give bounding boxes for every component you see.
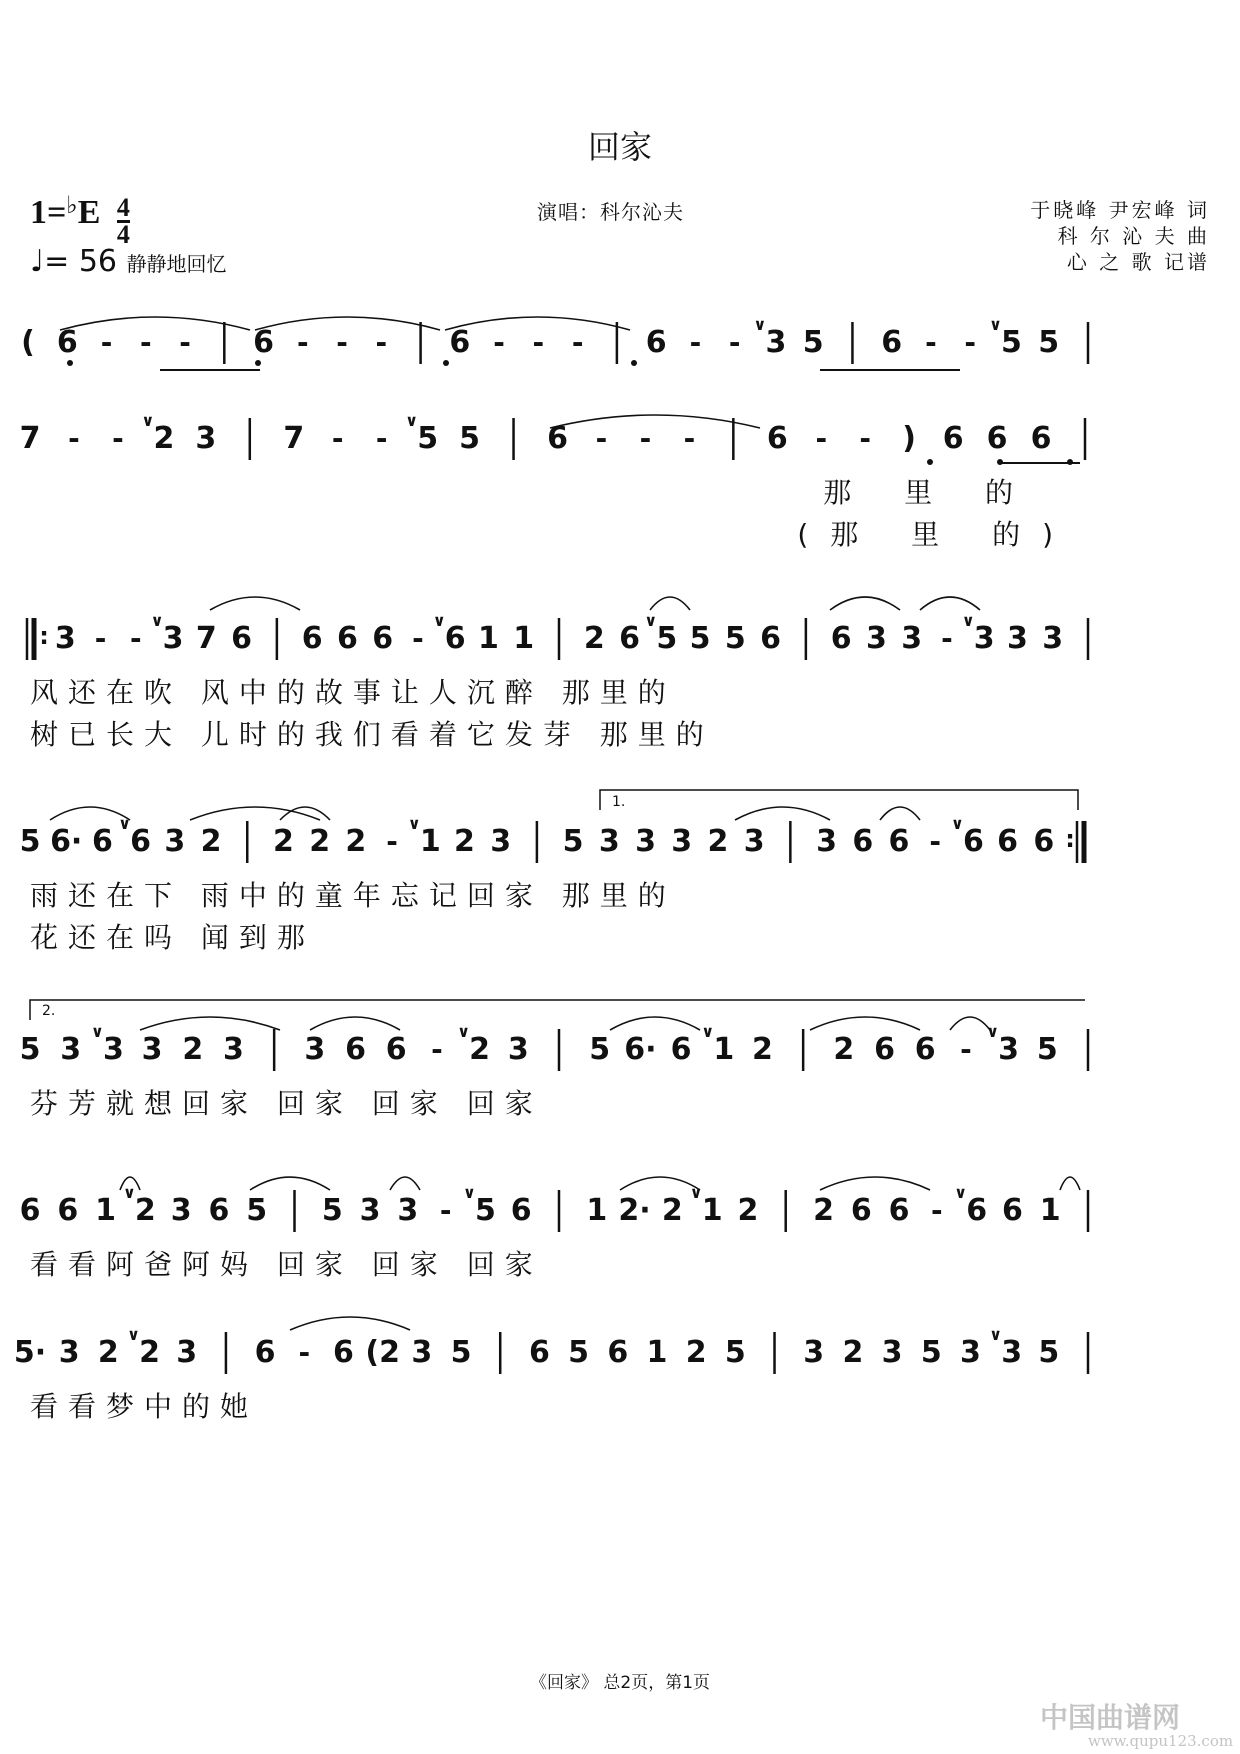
note: 6 — [333, 1335, 354, 1370]
octave-dot — [67, 360, 73, 366]
dash-hold: - — [493, 326, 505, 359]
slur — [950, 1017, 990, 1030]
octave-dot — [997, 459, 1003, 465]
note: 6 — [850, 1193, 872, 1228]
note: 6 — [619, 621, 640, 656]
dash-hold: - — [68, 422, 80, 455]
note: 6· — [624, 1032, 657, 1067]
dash-hold: - — [925, 326, 937, 359]
dash-hold: - — [931, 1194, 943, 1227]
note: ( — [21, 325, 35, 360]
note: 5 — [802, 325, 824, 360]
note: 1 — [419, 824, 441, 859]
note: ) — [902, 421, 917, 456]
note: 3 — [901, 621, 923, 656]
dash-hold: - — [331, 422, 344, 455]
note: 2· — [618, 1193, 651, 1228]
slur — [735, 807, 830, 820]
volta-label-1: 1. — [612, 794, 626, 810]
note: 6 — [888, 824, 910, 859]
note: 6 — [56, 325, 78, 360]
note: 6· — [50, 824, 83, 859]
lyric-line-2: 花还在吗 闻到那 — [30, 921, 315, 954]
dash-hold: - — [689, 326, 702, 359]
dash-hold: - — [298, 1336, 311, 1369]
note: 2 — [752, 1032, 773, 1067]
note: 5 — [450, 1335, 472, 1370]
slur — [880, 807, 920, 820]
volta-bracket-1 — [600, 790, 1078, 810]
note: 6 — [962, 824, 984, 859]
slur — [920, 597, 980, 610]
octave-dot — [1067, 459, 1073, 465]
note: 5 — [724, 621, 746, 656]
note: 3 — [304, 1032, 326, 1067]
breath-mark: ∨ — [127, 1325, 141, 1344]
breath-mark: ∨ — [90, 1022, 104, 1041]
note: 3 — [507, 1032, 529, 1067]
slur — [620, 1177, 700, 1190]
watermark-logo — [1040, 1696, 1233, 1750]
note: 3 — [743, 824, 765, 859]
note: 2 — [813, 1193, 834, 1228]
dash-hold: - — [179, 326, 191, 359]
note: 5 — [724, 1335, 746, 1370]
slur — [550, 415, 760, 428]
repeat-dots: : — [39, 622, 49, 650]
note: 6 — [1001, 1193, 1023, 1228]
note: 5 — [1038, 325, 1060, 360]
octave-dot — [255, 360, 261, 366]
note: 2 — [454, 824, 475, 859]
breath-mark: ∨ — [462, 1183, 476, 1202]
breath-mark: ∨ — [150, 611, 164, 630]
breath-mark: ∨ — [701, 1022, 715, 1041]
note: 6 — [444, 621, 466, 656]
note: 6 — [372, 621, 394, 656]
note: 7 — [195, 621, 217, 656]
dash-hold: - — [571, 326, 584, 359]
note: 3 — [54, 621, 76, 656]
note: 6 — [510, 1193, 532, 1228]
note: 1 — [646, 1335, 668, 1370]
dash-hold: - — [94, 622, 107, 655]
note: 6 — [345, 1032, 366, 1067]
lyric-line-1: 芬芳就想回家 回家 回家 回家 — [30, 1087, 543, 1120]
slur — [390, 1177, 420, 1190]
dash-hold: - — [595, 422, 608, 455]
slur — [280, 807, 330, 820]
slur — [140, 1017, 280, 1030]
time-bottom: 4 — [116, 220, 130, 249]
slur — [210, 597, 300, 610]
note: 6 — [336, 621, 358, 656]
dash-hold: - — [815, 422, 828, 455]
note: 3 — [359, 1193, 381, 1228]
note: 3 — [162, 621, 184, 656]
tempo-word: 静静地回忆 — [126, 252, 227, 276]
breath-mark: ∨ — [961, 611, 975, 630]
note: 3 — [223, 1032, 244, 1067]
octave-dot — [631, 360, 637, 366]
dash-hold: - — [728, 326, 741, 359]
dash-hold: - — [129, 622, 142, 655]
note: 3 — [635, 824, 656, 859]
slur — [830, 597, 900, 610]
breath-mark: ∨ — [141, 411, 155, 430]
note: 6 — [301, 621, 323, 656]
note: 6 — [19, 1193, 41, 1228]
volta-bracket-2 — [30, 1000, 1085, 1020]
note: 3 — [816, 824, 837, 859]
breath-mark: ∨ — [950, 814, 964, 833]
note: 6 — [888, 1193, 910, 1228]
note: 2 — [583, 621, 605, 656]
note: 1 — [586, 1193, 608, 1228]
note: 3 — [765, 325, 787, 360]
note: 5 — [417, 421, 439, 456]
note: 3 — [102, 1032, 124, 1067]
note: 6 — [254, 1335, 276, 1370]
key-letter: E — [77, 194, 101, 231]
lyric-line-1: 看看梦中的她 — [30, 1390, 259, 1423]
dash-hold: - — [375, 422, 388, 455]
note: 3 — [998, 1032, 1020, 1067]
slur — [650, 597, 690, 610]
dash-hold: - — [297, 326, 309, 359]
slur — [310, 1017, 400, 1030]
note: 1 — [713, 1032, 735, 1067]
breath-mark: ∨ — [954, 1183, 968, 1202]
octave-dot — [443, 360, 449, 366]
breath-mark: ∨ — [986, 1022, 1000, 1041]
note: 5 — [920, 1335, 942, 1370]
song-title: 回家 — [587, 128, 652, 166]
note: 6 — [766, 421, 788, 456]
note: 1 — [701, 1193, 723, 1228]
note: 5 — [689, 621, 711, 656]
watermark-brand: 中国曲谱网 — [1040, 1701, 1181, 1734]
note: 6 — [449, 325, 471, 360]
breath-mark: ∨ — [405, 411, 419, 430]
note: 6 — [874, 1032, 895, 1067]
note: 2 — [153, 421, 175, 456]
note: 2 — [707, 824, 729, 859]
note: 6 — [385, 1032, 407, 1067]
note: 3 — [411, 1335, 433, 1370]
note: 6 — [966, 1193, 988, 1228]
note: 3 — [865, 621, 887, 656]
note: 5 — [568, 1335, 590, 1370]
note: 6 — [547, 421, 568, 456]
dash-hold: - — [683, 422, 696, 455]
breath-mark: ∨ — [122, 1183, 136, 1202]
slur — [1060, 1177, 1080, 1190]
note: 5 — [459, 421, 481, 456]
note: 2 — [469, 1032, 491, 1067]
note: 3 — [176, 1335, 198, 1370]
note: 3 — [598, 824, 620, 859]
note: 6 — [607, 1335, 629, 1370]
dash-hold: - — [439, 1194, 452, 1227]
dash-hold: - — [139, 326, 152, 359]
dash-hold: - — [964, 326, 977, 359]
note: 3 — [1042, 621, 1064, 656]
note: 5 — [474, 1193, 496, 1228]
dash-hold: - — [100, 326, 113, 359]
volta-label-2: 2. — [42, 1003, 56, 1019]
note: 6 — [914, 1032, 936, 1067]
note: 6 — [986, 421, 1008, 456]
slur — [60, 317, 250, 330]
note: 5 — [246, 1193, 268, 1228]
note: 3 — [960, 1335, 981, 1370]
note: 3 — [141, 1032, 163, 1067]
note: 6 — [830, 621, 852, 656]
note: 6 — [130, 824, 152, 859]
note: 2 — [139, 1335, 160, 1370]
note: 3 — [803, 1335, 825, 1370]
note: 3 — [881, 1335, 903, 1370]
note: 3 — [973, 621, 995, 656]
lyric-line-2: 树已长大 儿时的我们看着它发芽 那里的 — [30, 718, 714, 751]
note: 2 — [345, 824, 367, 859]
note: 2 — [273, 824, 294, 859]
key-prefix: 1= — [30, 194, 67, 231]
lyric-line-1: 看看阿爸阿妈 回家 回家 回家 — [30, 1248, 543, 1281]
octave-dot — [927, 459, 933, 465]
note: 6 — [1033, 824, 1055, 859]
note: 6 — [942, 421, 964, 456]
note: 6 — [852, 824, 874, 859]
dash-hold: - — [960, 1033, 972, 1066]
lyricist-credit: 于晓峰 尹宏峰 词 — [1030, 198, 1210, 222]
transcriber-credit: 心 之 歌 记谱 — [1066, 250, 1210, 274]
note: 3 — [1001, 1335, 1023, 1370]
note: 5 — [1038, 1335, 1060, 1370]
note: 3 — [164, 824, 186, 859]
slur — [250, 1177, 330, 1190]
tempo-value: = 56 — [44, 244, 118, 279]
slur — [290, 1317, 410, 1330]
dash-hold: - — [375, 326, 388, 359]
note: 5· — [13, 1335, 47, 1370]
quarter-note-icon: ♩ — [30, 244, 45, 279]
note: (2 — [365, 1335, 400, 1370]
note: 1 — [513, 621, 535, 656]
note: 3 — [1007, 621, 1028, 656]
dash-hold: - — [112, 422, 124, 455]
note: 2 — [737, 1193, 759, 1228]
lyric-line-1: 风还在吹 风中的故事让人沉醉 那里的 — [30, 676, 676, 709]
flat-sign: ♭ — [66, 193, 78, 219]
time-top: 4 — [116, 193, 130, 222]
note: 2 — [309, 824, 331, 859]
note: 6 — [645, 325, 667, 360]
note: 6 — [1030, 421, 1052, 456]
slur — [810, 1017, 920, 1030]
breath-mark: ∨ — [644, 611, 658, 630]
note: 5 — [562, 824, 584, 859]
note: 2 — [833, 1032, 855, 1067]
repeat-dots: : — [1065, 825, 1075, 853]
breath-mark: ∨ — [118, 814, 132, 833]
dash-hold: - — [431, 1033, 443, 1066]
note: 5 — [321, 1193, 343, 1228]
note: 7 — [283, 421, 305, 456]
singer-credit: 演唱：科尔沁夫 — [537, 200, 684, 224]
note: 3 — [58, 1335, 80, 1370]
note: 5 — [656, 621, 678, 656]
note: 2 — [842, 1335, 864, 1370]
note: 6 — [208, 1193, 230, 1228]
slur — [610, 1017, 700, 1030]
note: 7 — [19, 421, 41, 456]
note: 3 — [490, 824, 512, 859]
dash-hold: - — [929, 825, 941, 858]
note: 5 — [19, 824, 41, 859]
note: 6 — [997, 824, 1019, 859]
note: 5 — [19, 1032, 41, 1067]
note: 2 — [97, 1335, 119, 1370]
dash-hold: - — [639, 422, 652, 455]
slur — [820, 1177, 930, 1190]
note: 1 — [478, 621, 499, 656]
note: 6 — [528, 1335, 550, 1370]
lyric-line-2: (那 里 的) — [797, 518, 1075, 551]
dash-hold: - — [859, 422, 872, 455]
note: 6 — [57, 1193, 79, 1228]
breath-mark: ∨ — [457, 1022, 471, 1041]
note: 6 — [881, 325, 903, 360]
breath-mark: ∨ — [407, 814, 421, 833]
note: 3 — [195, 421, 217, 456]
lyric-line-1: 雨还在下 雨中的童年忘记回家 那里的 — [30, 879, 676, 912]
note: 3 — [60, 1032, 82, 1067]
dash-hold: - — [336, 326, 348, 359]
note: 2 — [134, 1193, 156, 1228]
note: 5 — [1036, 1032, 1058, 1067]
dash-hold: - — [412, 622, 424, 655]
dash-hold: - — [386, 825, 398, 858]
note: 6 — [760, 621, 782, 656]
breath-mark: ∨ — [989, 1325, 1003, 1344]
note: 3 — [170, 1193, 192, 1228]
breath-mark: ∨ — [753, 315, 767, 334]
note: 5 — [1001, 325, 1022, 360]
note: 6 — [253, 325, 274, 360]
note: 1 — [95, 1193, 117, 1228]
watermark-url: www.qupu123.com — [1088, 1732, 1234, 1750]
slur — [190, 807, 320, 820]
note: 6 — [670, 1032, 692, 1067]
composer-credit: 科 尔 沁 夫 曲 — [1057, 224, 1210, 248]
note: 2 — [661, 1193, 683, 1228]
note: 6 — [231, 621, 253, 656]
note: 2 — [182, 1032, 204, 1067]
note: 5 — [589, 1032, 611, 1067]
breath-mark: ∨ — [988, 315, 1002, 334]
breath-mark: ∨ — [432, 611, 446, 630]
note: 2 — [200, 824, 222, 859]
note: 6 — [91, 824, 113, 859]
note: 3 — [397, 1193, 419, 1228]
note: 2 — [685, 1335, 707, 1370]
breath-mark: ∨ — [689, 1183, 703, 1202]
dash-hold: - — [532, 326, 545, 359]
note: 1 — [1039, 1193, 1061, 1228]
page-footer: 《回家》 总2页，第1页 — [529, 1673, 711, 1693]
note: 3 — [671, 824, 693, 859]
lyric-line-1: 那 里 的 — [823, 476, 1035, 509]
dash-hold: - — [941, 622, 953, 655]
